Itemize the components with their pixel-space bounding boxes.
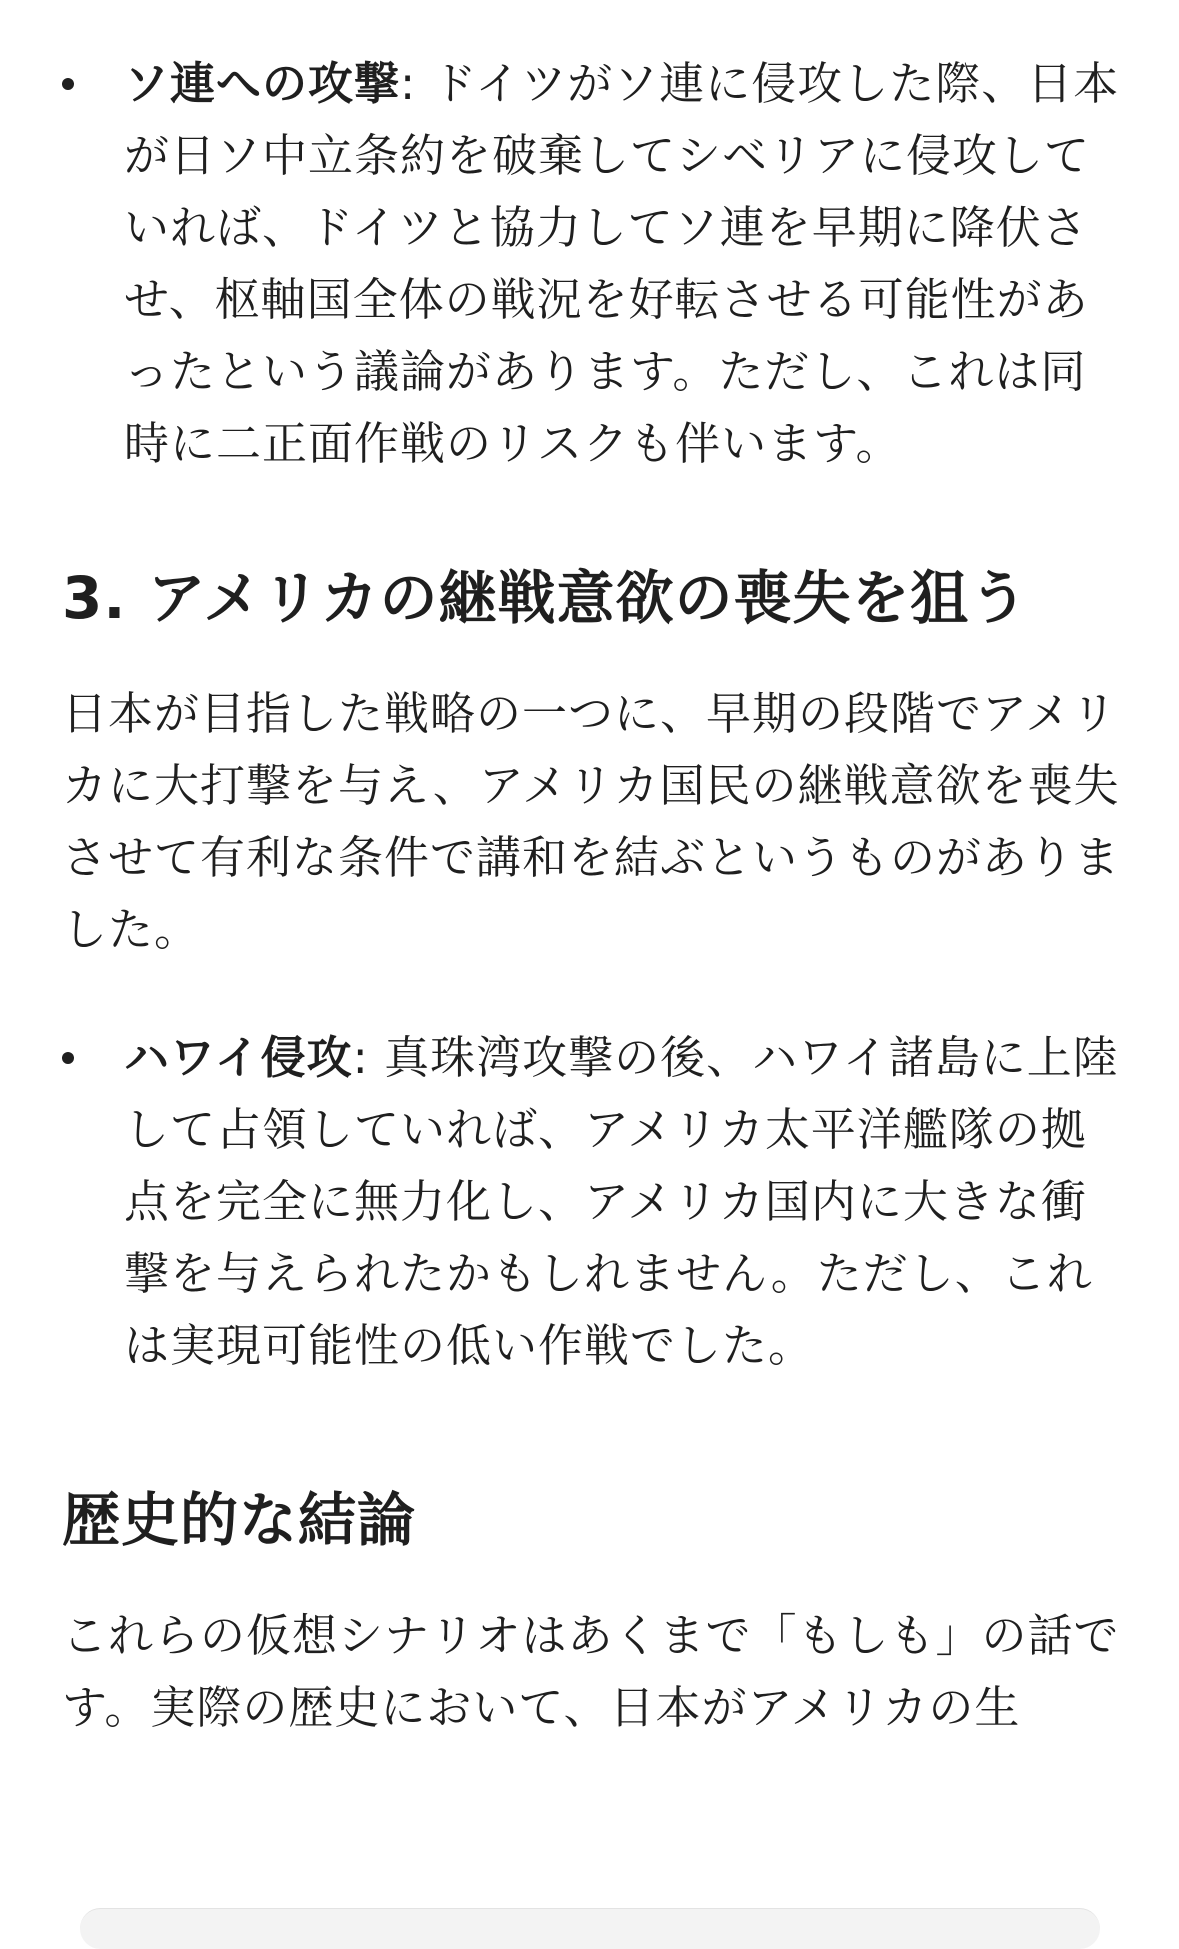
bullet-dot — [62, 78, 74, 90]
scroll-fade-overlay — [0, 1760, 1179, 1870]
conclusion-heading: 歴史的な結論 — [62, 1486, 417, 1554]
conclusion-paragraph: これらの仮想シナリオはあくまで「もしも」の話です。実際の歴史において、日本がアメリカの生 — [62, 1609, 1120, 1734]
list-item-term: ソ連への攻撃 — [124, 57, 401, 110]
list-item-hawaii-invasion — [62, 1022, 1122, 1382]
section-heading: 3. アメリカの継戦意欲の喪失を狙う — [62, 564, 1029, 632]
response-content — [62, 48, 1122, 1744]
section-paragraph: 日本が目指した戦略の一つに、早期の段階でアメリカに大打撃を与え、アメリカ国民の継戦意欲を喪失させて有利な条件で講和を結ぶというものがありました。 — [62, 687, 1121, 956]
list-item-soviet-attack — [62, 48, 1122, 480]
list-item-text: : 真珠湾攻撃の後、ハワイ諸島に上陸して占領していれば、アメリカ太平洋艦隊の拠点を完全に無力化し、アメリカ国内に大きな衝撃を与えられたかもしれません。ただし、これは実現可能性の低い作戦でした。 — [124, 1031, 1119, 1372]
bullet-dot — [62, 1052, 74, 1064]
list-item-term: ハワイ侵攻 — [124, 1031, 353, 1084]
input-bar-edge[interactable] — [80, 1908, 1100, 1949]
list-item-text: : ドイツがソ連に侵攻した際、日本が日ソ中立条約を破棄してシベリアに侵攻していれば、ドイツと協力してソ連を早期に降伏させ、枢軸国全体の戦況を好転させる可能性があったという議論があります。ただし、これは同時に二正面作戦のリスクも伴います。 — [124, 57, 1120, 470]
